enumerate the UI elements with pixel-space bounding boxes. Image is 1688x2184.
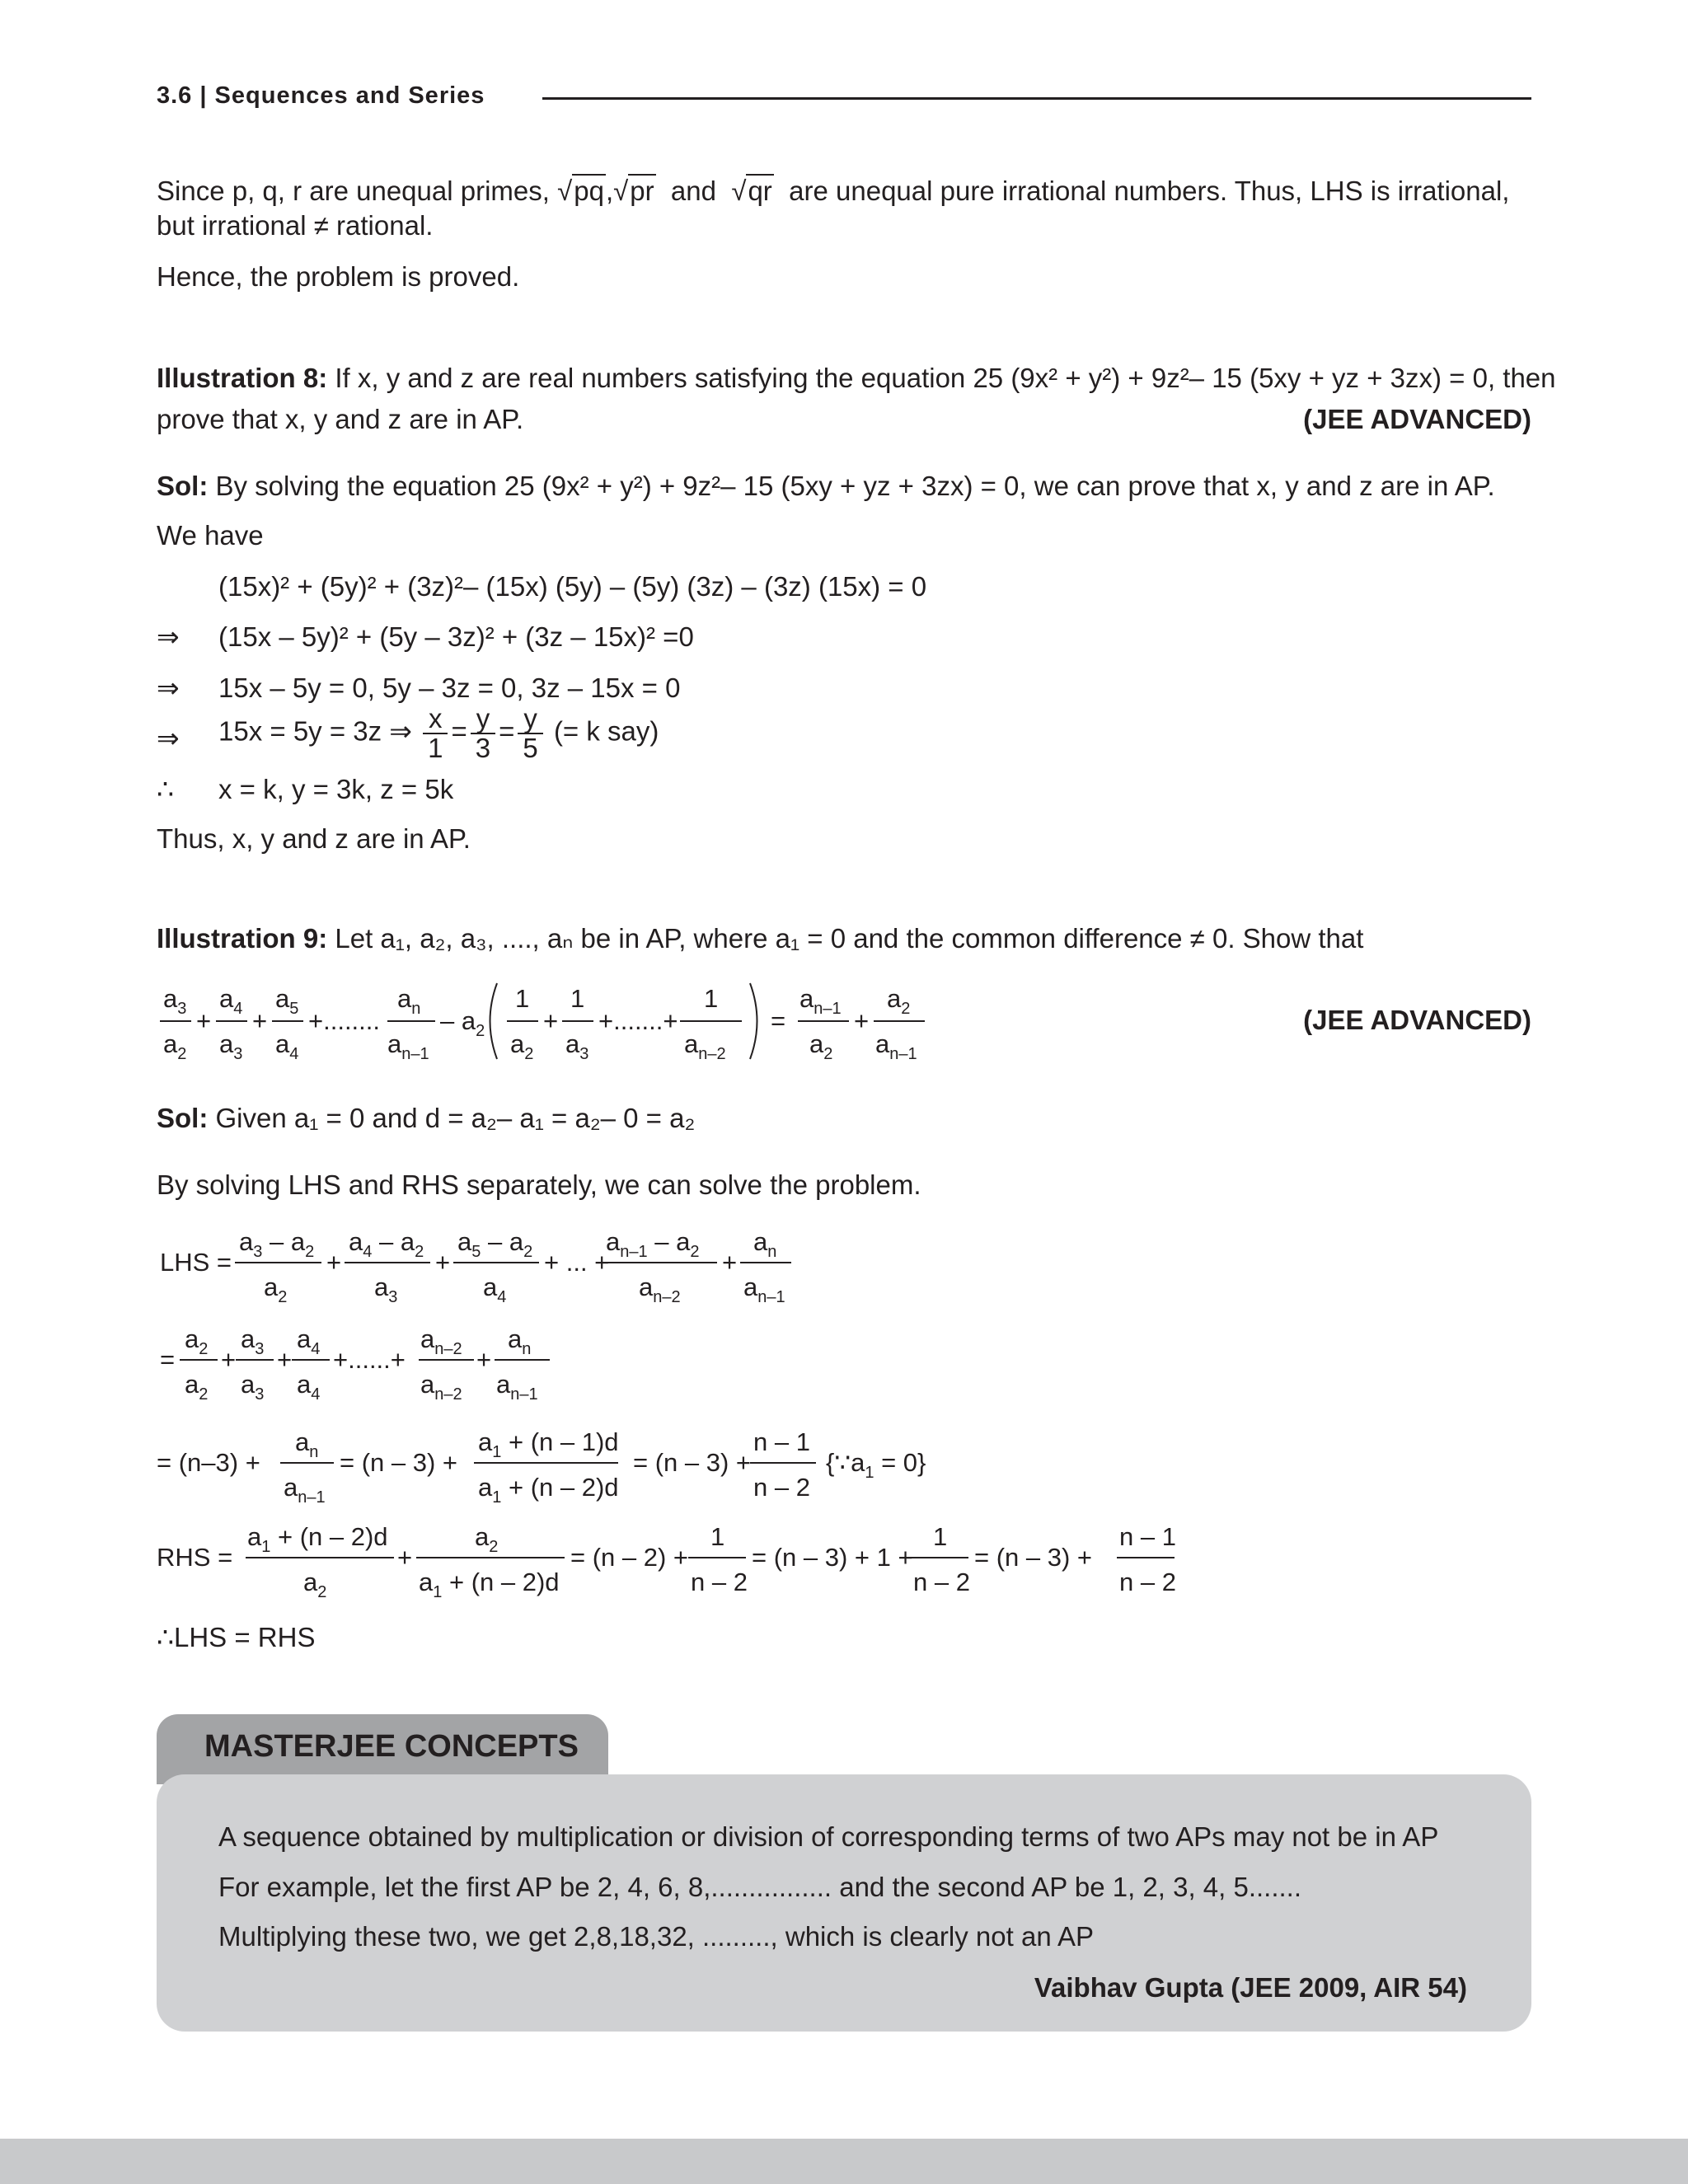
therefore-symbol: ∴	[157, 774, 174, 804]
exam-tag: (JEE ADVANCED)	[1303, 1005, 1531, 1035]
svg-text:n – 1: n – 1	[753, 1427, 810, 1456]
svg-text:an–2: $a_{n-2}$	[684, 1029, 726, 1063]
concepts-box	[157, 1774, 1531, 2032]
svg-text:a2: $a_2$	[185, 1370, 209, 1404]
svg-text:= (n – 3) +: = (n – 3) +	[633, 1448, 752, 1477]
svg-text:= (n – 3) +: = (n – 3) +	[974, 1543, 1093, 1572]
svg-text:an–1: $a_{n-1}$	[875, 1029, 917, 1063]
svg-text:an–1: $a_{n-1}$	[743, 1272, 785, 1306]
illustration-9-statement	[157, 922, 1363, 955]
numerator: y	[518, 705, 542, 734]
svg-text:1: 1	[515, 984, 530, 1013]
radicand: qr	[748, 176, 772, 206]
text-span: and	[670, 176, 716, 206]
svg-text:+: +	[722, 1248, 738, 1277]
svg-text:+: +	[476, 1345, 492, 1374]
concept-line: A sequence obtained by multiplication or division of corresponding terms of two APs may not be in AP	[218, 1821, 1439, 1852]
denominator: 5	[523, 733, 538, 763]
text-span: are unequal pure irrational numbers. Thus, LHS is irrational,	[789, 176, 1510, 206]
solution-line: By solving LHS and RHS separately, we can solve the problem.	[157, 1169, 921, 1200]
concept-line: For example, let the first AP be 2, 4, 6, 8,................ and the second AP be 1, 2, 3, 4, 5.......	[218, 1872, 1302, 1902]
svg-text:a3 – a2: $a_3 - a_2$	[239, 1227, 315, 1261]
svg-text:a4: $a_4$	[297, 1324, 321, 1358]
svg-text:+: +	[543, 1006, 559, 1035]
paragraph-line: Since p, q, r are unequal primes, √pq,√pr and √qr are unequal pure irrational numbers. Thus, LHS is irrational,	[157, 176, 1510, 206]
svg-text:+: +	[326, 1248, 342, 1277]
svg-text:LHS =: LHS =	[160, 1248, 232, 1277]
radical: √pr	[613, 176, 654, 206]
fraction	[423, 705, 448, 762]
denominator: 3	[475, 733, 491, 763]
solution-line: We have	[157, 520, 264, 551]
equation-to-prove	[157, 977, 981, 1071]
equation-step: (15x – 5y)² + (5y – 3z)² + (3z – 15x)² =0	[218, 621, 694, 652]
svg-text:an–2: $a_{n-2}$	[420, 1324, 462, 1358]
equation-step: 15x – 5y = 0, 5y – 3z = 0, 3z – 15x = 0	[218, 673, 681, 703]
svg-text:= (n – 3) +: = (n – 3) +	[340, 1448, 458, 1477]
illustration-label: Illustration 9:	[157, 923, 328, 954]
svg-text:n – 1: n – 1	[1119, 1522, 1176, 1551]
fraction	[518, 705, 542, 762]
svg-text:a2: $a_2$	[809, 1029, 833, 1063]
solution-line	[157, 1102, 695, 1135]
svg-text:a2: $a_2$	[163, 1029, 187, 1063]
svg-text:an: $a_n$	[397, 984, 421, 1018]
svg-text:an: $a_n$	[295, 1427, 319, 1461]
svg-text:an: $a_n$	[508, 1324, 532, 1358]
svg-text:n – 2: n – 2	[1119, 1568, 1176, 1596]
svg-text:+: +	[854, 1006, 870, 1035]
svg-text:a4: $a_4$	[483, 1272, 507, 1306]
svg-text:an: $a_n$	[753, 1227, 777, 1261]
svg-text:an–1: $a_{n-1}$	[496, 1370, 538, 1404]
implies-symbol: ⇒	[157, 673, 180, 703]
header-rule	[542, 97, 1531, 100]
svg-text:=: =	[160, 1345, 176, 1374]
svg-text:1: 1	[933, 1522, 948, 1551]
radicand: pq	[574, 176, 604, 206]
svg-text:+: +	[397, 1543, 413, 1572]
text-span: Given a₁ = 0 and d = a₂– a₁ = a₂– 0 = a₂	[215, 1103, 696, 1133]
svg-text:+: +	[252, 1006, 268, 1035]
svg-text:a1 + (n – 2)d: $a_1 + (n - 2)d$	[247, 1522, 388, 1556]
svg-text:a5: $a_5$	[275, 984, 299, 1018]
svg-text:a4: $a_4$	[219, 984, 243, 1018]
svg-text:a2: $a_2$	[303, 1568, 327, 1601]
header-title: 3.6 | Sequences and Series	[157, 82, 485, 109]
svg-text:= (n – 3) + 1 +: = (n – 3) + 1 +	[752, 1543, 913, 1572]
svg-text:1: 1	[704, 984, 719, 1013]
exam-tag: (JEE ADVANCED)	[1303, 404, 1531, 434]
conclusion: Thus, x, y and z are in AP.	[157, 823, 471, 854]
sol-label: Sol:	[157, 471, 209, 501]
svg-text:an–1 – a2: $a_{n-1} - a_2$	[606, 1227, 700, 1261]
svg-text:a1 + (n – 1)d: $a_1 + (n - 1)d$	[478, 1427, 619, 1461]
svg-text:a4: $a_4$	[297, 1370, 321, 1404]
page-header	[157, 82, 1531, 115]
svg-text:a4: $a_4$	[275, 1029, 299, 1063]
text-span: By solving the equation 25 (9x² + y²) + 9z²– 15 (5xy + yz + 3zx) = 0, we can prove that x, y and z are in AP.	[215, 471, 1495, 501]
equation-step: 15x = 5y = 3z ⇒ $\frac{x}{1}$ = $\frac{y}{3}$ = $\frac{y}{5}$ (= k say)	[218, 703, 659, 763]
concepts-title: MASTERJEE CONCEPTS	[204, 1729, 579, 1764]
sol-label: Sol:	[157, 1103, 209, 1133]
svg-text:a2: $a_2$	[264, 1272, 288, 1306]
numerator: y	[471, 705, 495, 734]
fraction	[471, 705, 495, 762]
svg-text:a3: $a_3$	[241, 1370, 265, 1404]
svg-text:a3: $a_3$	[374, 1272, 398, 1306]
concept-line: Multiplying these two, we get 2,8,18,32, ........., which is clearly not an AP	[218, 1921, 1095, 1952]
illustration-label: Illustration 8:	[157, 363, 328, 393]
radical: √qr	[731, 176, 772, 206]
svg-text:+: +	[221, 1345, 237, 1374]
svg-text:a2: $a_2$	[510, 1029, 534, 1063]
implies-symbol: ⇒	[157, 723, 180, 753]
text-span: If x, y and z are real numbers satisfying the equation 25 (9x² + y²) + 9z²– 15 (5xy + yz + 3zx) = 0, then	[335, 363, 1556, 393]
paragraph-line: but irrational ≠ rational.	[157, 210, 434, 241]
svg-text:+: +	[277, 1345, 293, 1374]
svg-text:RHS =: RHS =	[157, 1543, 233, 1572]
svg-text:an–2: $a_{n-2}$	[639, 1272, 681, 1306]
svg-text:a2: $a_2$	[475, 1522, 499, 1556]
equation-step: x = k, y = 3k, z = 5k	[218, 774, 454, 804]
svg-text:an–1: $a_{n-1}$	[387, 1029, 429, 1063]
svg-text:a3: $a_3$	[241, 1324, 265, 1358]
svg-text:an–1: $a_{n-1}$	[799, 984, 842, 1018]
svg-text:a2: $a_2$	[185, 1324, 209, 1358]
svg-text:a3: $a_3$	[163, 984, 187, 1018]
denominator: 1	[428, 733, 443, 763]
svg-text:1: 1	[710, 1522, 725, 1551]
text-span: Let a₁, a₂, a₃, ...., aₙ be in AP, where a₁ = 0 and the common difference ≠ 0. Show that	[335, 923, 1364, 954]
conclusion: ∴LHS = RHS	[157, 1622, 316, 1652]
svg-text:+ ... +: + ... +	[544, 1248, 610, 1277]
illustration-8-statement	[157, 362, 1556, 395]
footer-band	[0, 2139, 1688, 2184]
svg-text:n – 2: n – 2	[753, 1473, 810, 1502]
radicand: pr	[630, 176, 654, 206]
svg-text:n – 2: n – 2	[913, 1568, 970, 1596]
svg-text:+: +	[196, 1006, 212, 1035]
text-span: 15x = 5y = 3z ⇒	[218, 715, 412, 747]
svg-text:– a2: – $a_2$	[440, 1006, 485, 1040]
svg-text:an–1: $a_{n-1}$	[284, 1473, 326, 1507]
svg-text:+.......+: +.......+	[598, 1006, 678, 1035]
svg-text:a1 + (n – 2)d: $a_1 + (n - 2)d$	[478, 1473, 619, 1507]
svg-text:a4 – a2: $a_4 - a_2$	[349, 1227, 424, 1261]
svg-text:{∵a1 = 0}: $\{\because a_1 = 0\}$	[826, 1448, 926, 1482]
svg-text:a1 + (n – 2)d: $a_1 + (n - 2)d$	[419, 1568, 560, 1601]
illustration-8-statement-cont: prove that x, y and z are in AP.	[157, 404, 524, 434]
svg-text:= (n–3) +: = (n–3) +	[157, 1448, 260, 1477]
implies-symbol: ⇒	[157, 621, 180, 652]
lhs-rhs-derivation	[157, 1220, 1228, 1681]
svg-text:an–2: $a_{n-2}$	[420, 1370, 462, 1404]
svg-text:a5 – a2: $a_5 - a_2$	[457, 1227, 533, 1261]
svg-text:a3: $a_3$	[219, 1029, 243, 1063]
solution-line	[157, 470, 1495, 503]
equation-step: (15x)² + (5y)² + (3z)²– (15x) (5y) – (5y) (3z) – (3z) (15x) = 0	[218, 571, 927, 602]
paragraph-line: Hence, the problem is proved.	[157, 261, 520, 292]
svg-text:1: 1	[570, 984, 585, 1013]
radical: √pq	[557, 176, 604, 206]
svg-text:+......+: +......+	[333, 1345, 406, 1374]
svg-text:+........: +........	[308, 1006, 381, 1035]
concept-credit: Vaibhav Gupta (JEE 2009, AIR 54)	[1034, 1972, 1467, 2003]
svg-text:=: =	[771, 1006, 786, 1035]
svg-text:a3: $a_3$	[565, 1029, 589, 1063]
svg-text:+: +	[435, 1248, 451, 1277]
svg-text:= (n – 2) +: = (n – 2) +	[570, 1543, 689, 1572]
numerator: x	[423, 705, 448, 734]
text-span: (= k say)	[553, 715, 659, 747]
svg-text:a2: $a_2$	[887, 984, 911, 1018]
text-span: Since p, q, r are unequal primes,	[157, 176, 550, 206]
svg-text:n – 2: n – 2	[691, 1568, 748, 1596]
